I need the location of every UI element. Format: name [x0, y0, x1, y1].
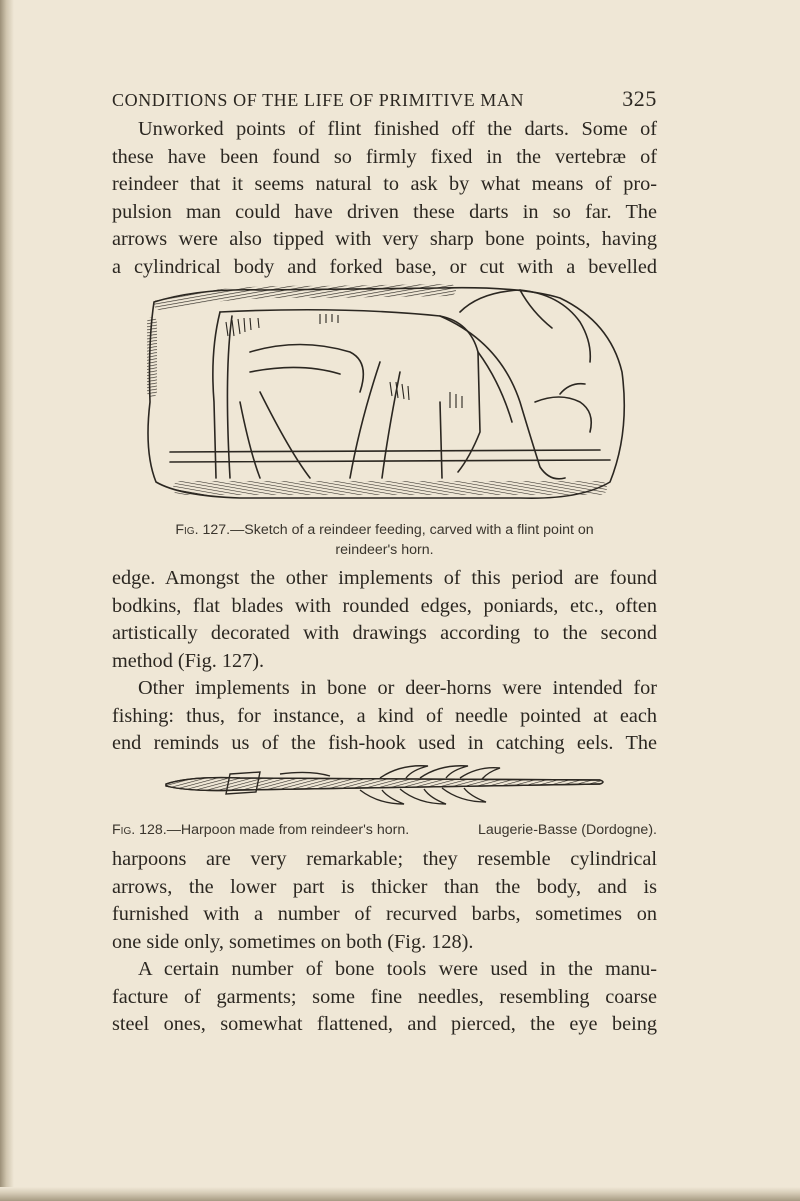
text-line: edge. Amongst the other implements of this period are found [112, 567, 657, 589]
text-line: these have been found so firmly fixed in the vertebræ of [112, 145, 657, 168]
figure-128-harpoon [160, 762, 610, 808]
text-line: arrows were also tipped with very sharp bone points, having [112, 228, 657, 250]
page-bottom-shadow [0, 1187, 800, 1201]
figure-127-reindeer-engraving [140, 282, 630, 510]
running-head [112, 86, 657, 112]
figure-127-caption [112, 520, 657, 560]
text-line: artistically decorated with drawings according to the second [112, 622, 657, 644]
paragraph-4 [112, 846, 657, 956]
text-line: arrows, the lower part is thicker than the body, and is [112, 875, 657, 898]
paragraph-3 [112, 675, 657, 758]
text-line: one side only, sometimes on both (Fig. 128). [112, 930, 474, 953]
paragraph-1 [112, 116, 657, 281]
figure-label: Fig. 128. [112, 822, 167, 838]
running-head-title: CONDITIONS OF THE LIFE OF PRIMITIVE MAN [112, 90, 525, 110]
text-line: harpoons are very remarkable; they resemble cylindrical [112, 848, 657, 870]
text-line: Other implements in bone or deer-horns were intended for [138, 677, 657, 699]
text-line: a cylindrical body and forked base, or cut with a bevelled [112, 255, 657, 278]
paragraph-2 [112, 565, 657, 675]
text-line: facture of garments; some fine needles, resembling coarse [112, 985, 657, 1008]
text-line: Unworked points of flint finished off the darts. Some of [138, 118, 657, 140]
text-line: fishing: thus, for instance, a kind of needle pointed at each [112, 704, 657, 727]
figure-label: Fig. 127. [175, 522, 231, 538]
text-line: furnished with a number of recurved barbs, sometimes on [112, 903, 657, 925]
text-line: steel ones, somewhat flattened, and pierced, the eye being [112, 1013, 657, 1035]
text-line: method (Fig. 127). [112, 649, 265, 672]
text-line: reindeer that it seems natural to ask by what means of pro- [112, 173, 657, 195]
page-edge-shadow [0, 0, 14, 1201]
text-line: pulsion man could have driven these darts in so far. The [112, 200, 657, 223]
page-number: 325 [622, 86, 657, 111]
paragraph-5 [112, 956, 657, 1039]
text-line: A certain number of bone tools were used in the manu- [138, 958, 657, 980]
caption-text: —Sketch of a reindeer feeding, carved with a flint point on [230, 522, 594, 538]
caption-text: reindeer's horn. [335, 542, 434, 558]
caption-text: —Harpoon made from reindeer's horn. [166, 822, 410, 838]
figure-128-caption [112, 820, 657, 840]
text-line: bodkins, flat blades with rounded edges, poniards, etc., often [112, 594, 657, 617]
text-line: end reminds us of the fish-hook used in catching eels. The [112, 732, 657, 754]
caption-location: Laugerie-Basse (Dordogne). [477, 822, 657, 838]
